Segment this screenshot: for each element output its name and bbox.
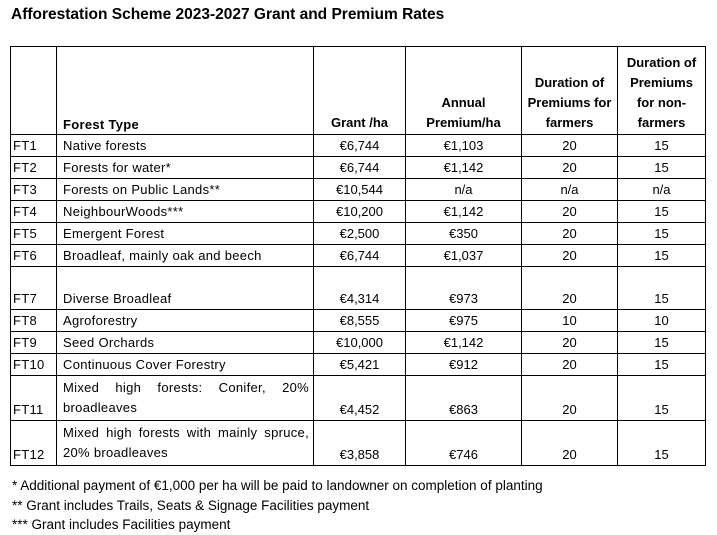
row-annual-premium: n/a [406, 179, 522, 201]
table-row [11, 223, 706, 245]
row-duration-farmers: 20 [522, 354, 618, 376]
header-duration-non-farmers: Duration of Premiums for non-farmers [618, 47, 706, 135]
row-code: FT10 [11, 354, 57, 376]
row-annual-premium: €1,037 [406, 245, 522, 267]
row-code: FT11 [11, 376, 57, 421]
row-duration-non-farmers: 15 [618, 245, 706, 267]
row-grant: €10,000 [314, 332, 406, 354]
row-grant: €4,452 [314, 376, 406, 421]
row-duration-farmers: 20 [522, 376, 618, 421]
row-duration-non-farmers: 15 [618, 223, 706, 245]
row-duration-non-farmers: 15 [618, 376, 706, 421]
row-forest-type: Agroforestry [57, 310, 314, 332]
row-annual-premium: €1,142 [406, 157, 522, 179]
row-duration-non-farmers: 15 [618, 421, 706, 466]
row-duration-farmers: 20 [522, 245, 618, 267]
row-duration-non-farmers: 15 [618, 135, 706, 157]
row-grant: €3,858 [314, 421, 406, 466]
rates-table [10, 46, 706, 466]
row-code: FT9 [11, 332, 57, 354]
table-row [11, 310, 706, 332]
table-row [11, 135, 706, 157]
header-annual-premium: Annual Premium/ha [406, 47, 522, 135]
row-code: FT1 [11, 135, 57, 157]
row-duration-non-farmers: 10 [618, 310, 706, 332]
row-grant: €6,744 [314, 157, 406, 179]
row-duration-farmers: 20 [522, 135, 618, 157]
table-header-row [11, 47, 706, 135]
row-duration-non-farmers: 15 [618, 157, 706, 179]
row-grant: €10,544 [314, 179, 406, 201]
row-code: FT7 [11, 267, 57, 310]
row-forest-type: Mixed high forests: Conifer, 20% broadleaves [57, 376, 314, 421]
row-grant: €5,421 [314, 354, 406, 376]
row-code: FT12 [11, 421, 57, 466]
row-duration-non-farmers: 15 [618, 267, 706, 310]
row-duration-non-farmers: 15 [618, 354, 706, 376]
table-row [11, 157, 706, 179]
row-code: FT5 [11, 223, 57, 245]
row-duration-farmers: 10 [522, 310, 618, 332]
table-row [11, 421, 706, 466]
table-row [11, 354, 706, 376]
row-duration-non-farmers: n/a [618, 179, 706, 201]
row-duration-farmers: 20 [522, 157, 618, 179]
table-row [11, 245, 706, 267]
row-grant: €4,314 [314, 267, 406, 310]
row-annual-premium: €1,103 [406, 135, 522, 157]
row-duration-farmers: 20 [522, 201, 618, 223]
row-code: FT8 [11, 310, 57, 332]
row-duration-non-farmers: 15 [618, 201, 706, 223]
footnote: *** Grant includes Facilities payment [12, 517, 231, 532]
row-code: FT4 [11, 201, 57, 223]
row-grant: €8,555 [314, 310, 406, 332]
row-duration-farmers: 20 [522, 267, 618, 310]
header-code [11, 47, 57, 135]
table-row [11, 376, 706, 421]
row-code: FT2 [11, 157, 57, 179]
footnote: * Additional payment of €1,000 per ha will be paid to landowner on completion of planting [12, 478, 543, 493]
row-duration-farmers: 20 [522, 332, 618, 354]
row-forest-type: Broadleaf, mainly oak and beech [57, 245, 314, 267]
row-forest-type: Continuous Cover Forestry [57, 354, 314, 376]
footnotes [12, 476, 543, 535]
header-forest-type: Forest Type [57, 47, 314, 135]
row-code: FT6 [11, 245, 57, 267]
row-code: FT3 [11, 179, 57, 201]
row-grant: €6,744 [314, 245, 406, 267]
row-forest-type: Forests for water* [57, 157, 314, 179]
row-annual-premium: €1,142 [406, 332, 522, 354]
row-annual-premium: €350 [406, 223, 522, 245]
table-row [11, 179, 706, 201]
row-annual-premium: €746 [406, 421, 522, 466]
table-row [11, 201, 706, 223]
table-row [11, 332, 706, 354]
footnote: ** Grant includes Trails, Seats & Signage Facilities payment [12, 497, 370, 513]
row-forest-type: Native forests [57, 135, 314, 157]
row-forest-type: Emergent Forest [57, 223, 314, 245]
row-grant: €2,500 [314, 223, 406, 245]
row-annual-premium: €912 [406, 354, 522, 376]
row-forest-type: Diverse Broadleaf [57, 267, 314, 310]
header-duration-farmers: Duration of Premiums for farmers [522, 47, 618, 135]
row-forest-type: NeighbourWoods*** [57, 201, 314, 223]
row-duration-farmers: 20 [522, 421, 618, 466]
header-grant: Grant /ha [314, 47, 406, 135]
row-forest-type: Mixed high forests with mainly spruce, 20% broadleaves [57, 421, 314, 466]
row-duration-farmers: 20 [522, 223, 618, 245]
row-grant: €6,744 [314, 135, 406, 157]
table-row [11, 267, 706, 310]
row-annual-premium: €863 [406, 376, 522, 421]
row-duration-non-farmers: 15 [618, 332, 706, 354]
row-forest-type: Forests on Public Lands** [57, 179, 314, 201]
page-title: Afforestation Scheme 2023-2027 Grant and Premium Rates [11, 6, 445, 23]
row-annual-premium: €975 [406, 310, 522, 332]
row-forest-type: Seed Orchards [57, 332, 314, 354]
row-grant: €10,200 [314, 201, 406, 223]
row-annual-premium: €973 [406, 267, 522, 310]
row-duration-farmers: n/a [522, 179, 618, 201]
row-annual-premium: €1,142 [406, 201, 522, 223]
